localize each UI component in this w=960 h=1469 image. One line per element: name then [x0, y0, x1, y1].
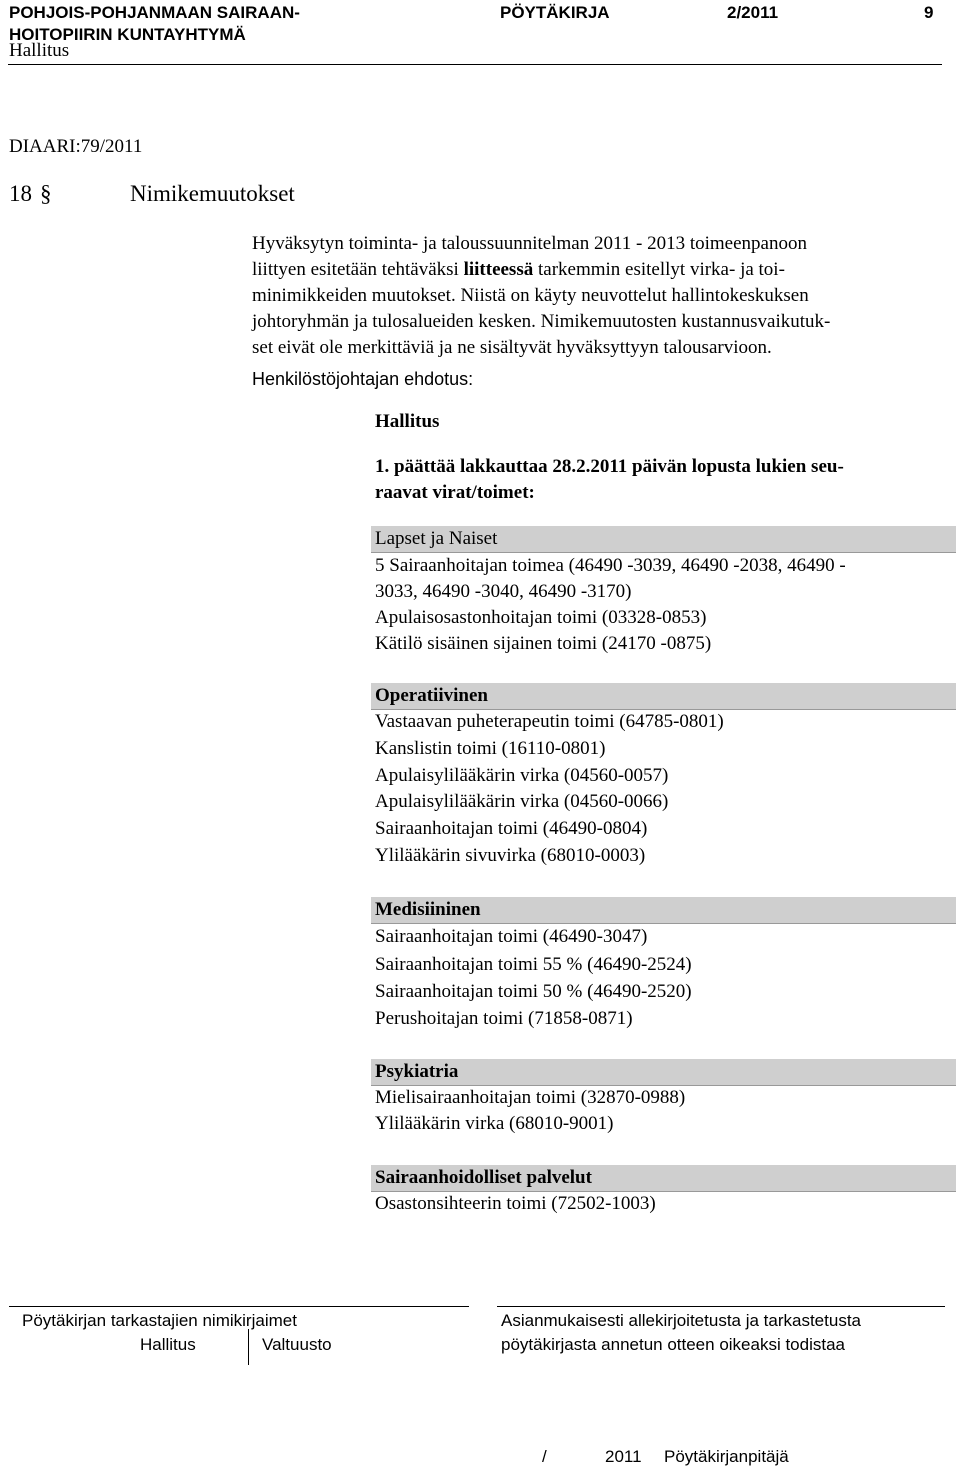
position-item: Kätilö sisäinen sijainen toimi (24170 -0875): [375, 633, 712, 654]
unit-name: Psykiatria: [375, 1061, 459, 1082]
position-item: Vastaavan puheterapeutin toimi (64785-0801): [375, 711, 724, 732]
intro-line: [252, 257, 932, 283]
position-item: Apulaisylilääkärin virka (04560-0066): [375, 791, 669, 812]
position-item: Osastonsihteerin toimi (72502-1003): [375, 1193, 656, 1214]
footer-signer-title: Pöytäkirjanpitäjä: [664, 1447, 789, 1466]
header-divider: [8, 64, 942, 65]
position-item: Apulaisosastonhoitajan toimi (03328-0853): [375, 607, 707, 628]
footer-date-slash: /: [542, 1447, 547, 1466]
footer-initials-hallitus: Hallitus: [140, 1335, 196, 1354]
document-type: PÖYTÄKIRJA: [500, 3, 610, 22]
footer-column-separator: [248, 1329, 249, 1365]
footer-divider-left: [9, 1306, 469, 1307]
position-item: Kanslistin toimi (16110-0801): [375, 738, 606, 759]
position-item: 5 Sairaanhoitajan toimea (46490 -3039, 46490 -2038, 46490 -: [375, 555, 846, 576]
position-item: Apulaisylilääkärin virka (04560-0057): [375, 765, 669, 786]
footer-divider-right: [497, 1306, 945, 1307]
section-title: Nimikemuutokset: [130, 181, 295, 206]
organization-name-line1: POHJOIS-POHJANMAAN SAIRAAN-: [9, 3, 300, 22]
position-item: Sairaanhoitajan toimi (46490-0804): [375, 818, 648, 839]
document-number: 2/2011: [727, 3, 779, 22]
decision-text-line1: 1. päättää lakkauttaa 28.2.2011 päivän lopusta lukien seu-: [375, 456, 844, 477]
footer-certification-line1: Asianmukaisesti allekirjoitetusta ja tarkastetusta: [501, 1311, 861, 1330]
decision-text-line2: raavat virat/toimet:: [375, 482, 535, 503]
attachment-reference: liitteessä: [463, 259, 534, 280]
position-item: Ylilääkärin sivuvirka (68010-0003): [375, 845, 646, 866]
decision-body: Hallitus: [375, 411, 440, 432]
unit-name: Operatiivinen: [375, 685, 488, 706]
footer-initials-title: Pöytäkirjan tarkastajien nimikirjaimet: [22, 1311, 297, 1330]
proposal-label: Henkilöstöjohtajan ehdotus:: [252, 369, 474, 389]
intro-line: Hyväksytyn toiminta- ja taloussuunnitelman 2011 - 2013 toimeenpanoon: [252, 233, 807, 254]
organization-name-line2: HOITOPIIRIN KUNTAYHTYMÄ: [9, 25, 246, 44]
intro-text: minimikkeiden: [252, 285, 372, 306]
unit-name: Medisiininen: [375, 899, 481, 920]
position-item: 3033, 46490 -3040, 46490 -3170): [375, 581, 632, 602]
position-item: Perushoitajan toimi (71858-0871): [375, 1008, 633, 1029]
intro-line: johtoryhmän ja tulosalueiden kesken. Nimikemuutosten kustannusvaikutuk-: [252, 311, 831, 332]
section-symbol: §: [40, 181, 52, 206]
position-item: Sairaanhoitajan toimi (46490-3047): [375, 926, 648, 947]
header-body-name: Hallitus: [9, 40, 70, 61]
unit-header-band: [371, 1059, 956, 1086]
intro-text: liittyen esitetään tehtäväksi: [252, 259, 464, 280]
footer-year: 2011: [605, 1447, 642, 1466]
intro-paragraph: [252, 231, 932, 361]
footer-certification-line2: pöytäkirjasta annetun otteen oikeaksi todistaa: [501, 1335, 846, 1354]
intro-text: tarkemmin esitellyt virka- ja toi-: [533, 259, 785, 280]
intro-line: [252, 283, 932, 309]
intro-text: muutokset. Niistä on käyty neuvottelut hallintokeskuksen: [371, 285, 809, 306]
footer-initials-valtuusto: Valtuusto: [262, 1335, 332, 1354]
intro-line: set eivät ole merkittäviä ja ne sisältyvät hyväksyttyyn talousarvioon.: [252, 337, 772, 358]
position-item: Mielisairaanhoitajan toimi (32870-0988): [375, 1087, 686, 1108]
unit-name: Lapset ja Naiset: [375, 528, 498, 549]
unit-name: Sairaanhoidolliset palvelut: [375, 1167, 592, 1188]
section-number: 18: [9, 181, 32, 206]
position-item: Sairaanhoitajan toimi 50 % (46490-2520): [375, 981, 692, 1002]
position-item: Ylilääkärin virka (68010-9001): [375, 1113, 614, 1134]
page-number: 9: [924, 3, 934, 22]
diaari-number: DIAARI:79/2011: [9, 136, 143, 157]
position-item: Sairaanhoitajan toimi 55 % (46490-2524): [375, 954, 692, 975]
